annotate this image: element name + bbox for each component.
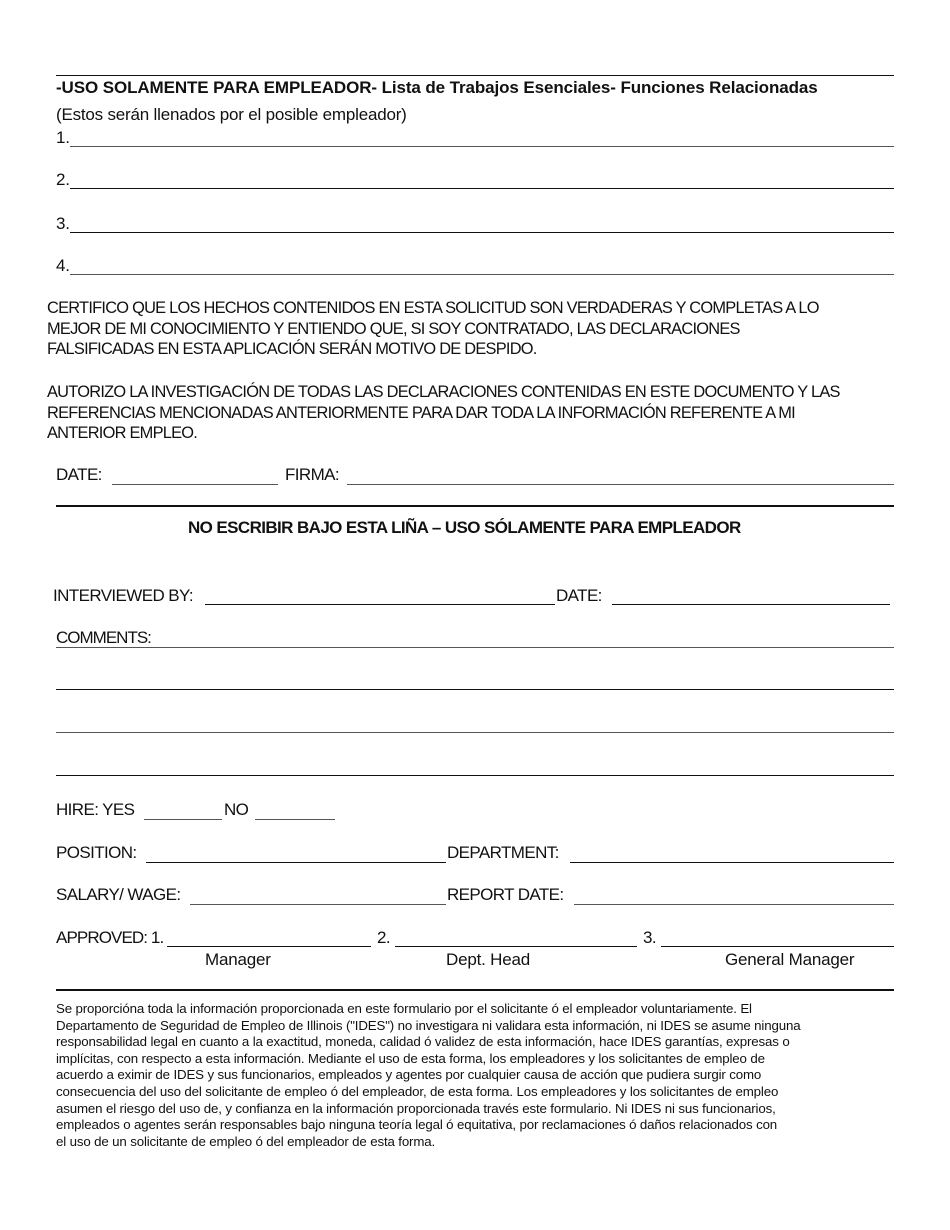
certify-line: MEJOR DE MI CONOCIMIENTO Y ENTIENDO QUE, SI SOY CONTRATADO, LAS DECLARACIONES (47, 319, 740, 338)
approved-dept-head-field[interactable] (395, 946, 637, 947)
disclaimer-line: Departamento de Seguridad de Empleo de Illinois ("IDES") no investigara ni validara esta información, ni IDES se asume ninguna (56, 1017, 801, 1033)
date-label: DATE: (56, 465, 102, 484)
disclaimer-line: empleados o agentes serán responsables bajo ninguna teoría legal ó equitativa, por reclamaciones ó daños relacionados con (56, 1117, 778, 1133)
comments-field-2[interactable] (56, 689, 894, 690)
comments-field-1[interactable] (56, 647, 894, 648)
report-date-field[interactable] (574, 904, 894, 905)
salary-label: SALARY/ WAGE: (56, 885, 181, 904)
top-rule (56, 75, 894, 76)
report-date-label: REPORT DATE: (447, 885, 564, 904)
disclaimer-line: consecuencia del uso del solicitante de empleo ó del empleador, de esta forma. Los empleadores y los solicitantes de empleo (56, 1083, 779, 1099)
employer-section-title: -USO SOLAMENTE PARA EMPLEADOR- Lista de Trabajos Esenciales- Funciones Relacionadas (56, 78, 818, 97)
job-function-label-1: 1. (56, 128, 70, 147)
comments-label: COMMENTS: (56, 628, 151, 647)
approved-2-label: 2. (377, 928, 390, 947)
job-function-field-1[interactable] (70, 146, 894, 147)
job-function-field-3[interactable] (70, 232, 894, 233)
authorization-paragraph (47, 382, 917, 444)
hire-yes-label: HIRE: YES (56, 800, 135, 819)
interviewed-by-label: INTERVIEWED BY: (53, 586, 193, 605)
department-label: DEPARTMENT: (447, 843, 559, 862)
employer-section-subtitle: (Estos serán llenados por el posible empleador) (56, 105, 407, 124)
job-function-field-2[interactable] (70, 188, 894, 189)
disclaimer-line: implícitas, con respecto a esta información. Mediante el uso de esta forma, los empleadores y los solicitantes de empleo de (56, 1050, 765, 1066)
position-field[interactable] (146, 862, 446, 863)
disclaimer-line: responsabilidad legal en cuanto a la exactitud, moneda, calidad ó validez de esta información, hace IDES garantías, expresas o (56, 1034, 790, 1050)
disclaimer (56, 1001, 856, 1150)
office-use-divider (56, 505, 894, 507)
certify-line: FALSIFICADAS EN ESTA APLICACIÓN SERÁN MOTIVO DE DESPIDO. (47, 340, 537, 358)
disclaimer-line: asumen el riesgo del uso de, y confianza en la información proporcionada través este formulario. Ni IDES ni sus funcionarios, (56, 1100, 776, 1116)
job-function-label-3: 3. (56, 214, 70, 233)
certification-paragraph (47, 298, 917, 360)
dept-head-caption: Dept. Head (446, 950, 530, 969)
approved-general-manager-field[interactable] (661, 946, 894, 947)
salary-field[interactable] (190, 904, 446, 905)
interview-date-field[interactable] (612, 604, 890, 605)
bottom-rule (56, 989, 894, 991)
interviewed-by-field[interactable] (205, 604, 555, 605)
approved-3-label: 3. (643, 928, 656, 947)
approved-manager-field[interactable] (167, 946, 371, 947)
signature-field[interactable] (347, 484, 894, 485)
hire-no-label: NO (224, 800, 249, 819)
comments-field-4[interactable] (56, 775, 894, 776)
disclaimer-line: el uso de un solicitante de empleo ó del empleador de esta forma. (56, 1133, 436, 1149)
disclaimer-line: Se proporcióna toda la información proporcionada en este formulario por el solicitante ó el empleador voluntariamente. El (56, 1001, 752, 1016)
disclaimer-line: acuerdo a eximir de IDES y sus funcionarios, empleados y agentes por cualquier causa de acción que pudiera surgir como (56, 1067, 762, 1083)
authorize-line: AUTORIZO LA INVESTIGACIÓN DE TODAS LAS DECLARACIONES CONTENIDAS EN ESTE DOCUMENTO Y LAS (47, 383, 840, 401)
job-function-label-4: 4. (56, 256, 70, 275)
signature-label: FIRMA: (285, 465, 340, 484)
comments-field-3[interactable] (56, 732, 894, 733)
date-field[interactable] (112, 484, 278, 485)
authorize-line: ANTERIOR EMPLEO. (47, 424, 198, 442)
department-field[interactable] (570, 862, 894, 863)
office-use-heading: NO ESCRIBIR BAJO ESTA LIÑA – USO SÓLAMENTE PARA EMPLEADOR (188, 518, 741, 537)
certify-line: CERTIFICO QUE LOS HECHOS CONTENIDOS EN ESTA SOLICITUD SON VERDADERAS Y COMPLETAS A LO (47, 299, 819, 317)
interview-date-label: DATE: (556, 586, 602, 605)
position-label: POSITION: (56, 843, 137, 862)
job-function-label-2: 2. (56, 170, 70, 189)
authorize-line: REFERENCIAS MENCIONADAS ANTERIORMENTE PARA DAR TODA LA INFORMACIÓN REFERENTE A MI (47, 403, 795, 422)
hire-yes-field[interactable] (144, 819, 222, 820)
job-function-field-4[interactable] (70, 274, 894, 275)
approved-label: APPROVED: 1. (56, 928, 164, 947)
manager-caption: Manager (205, 950, 271, 969)
hire-no-field[interactable] (255, 819, 335, 820)
general-manager-caption: General Manager (725, 950, 855, 969)
